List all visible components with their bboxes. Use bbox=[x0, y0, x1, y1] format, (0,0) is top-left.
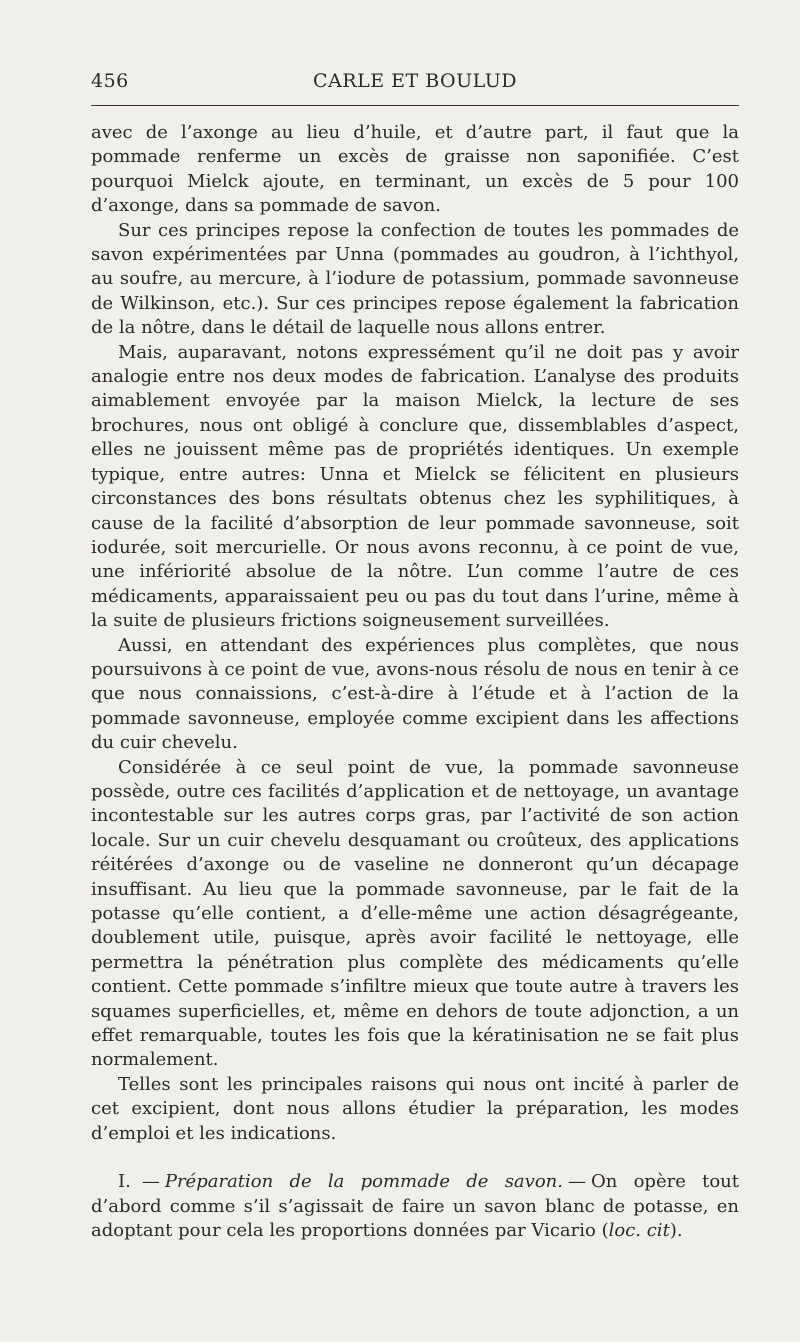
paragraph-4: Aussi, en attendant des expériences plus complètes, que nous poursuivons à ce point de vue, avons-nous résolu de nous en tenir à ce que nous connaissions, c’est-à-dire à l’étude et à l’action de la pommade savonneuse, employée comme excipient dans les affections du cuir chevelu. bbox=[91, 634, 739, 754]
section-dash-1: — bbox=[141, 1171, 160, 1193]
running-head bbox=[91, 70, 739, 96]
paragraph-5: Considérée à ce seul point de vue, la pommade savonneuse possède, outre ces facilités d’application et de nettoyage, un avantage incontestable sur les autres corps gras, par l’activité de son action locale. Sur un cuir chevelu desquamant ou croûteux, des applications réitérées d’axonge ou de vaseline ne donneront qu’un décapage insuffisant. Au lieu que la pommade savonneuse, par le fait de la potasse qu’elle contient, a d’elle-même une action désagrégeante, doublement utile, puisque, après avoir facilité le nettoyage, elle permettra la pénétration plus complète des médicaments qu’elle contient. Cette pommade s’infiltre mieux que toute autre à travers les squames superficielles, et, même en dehors de toute adjonction, a un effet remarquable, toutes les fois que la kératinisation ne se fait plus normalement. bbox=[91, 756, 739, 1071]
paragraph-1: avec de l’axonge au lieu d’huile, et d’autre part, il faut que la pommade renferme un excès de graisse non saponifiée. C’est pourquoi Mielck ajoute, en terminant, un excès de 5 pour 100 d’axonge, dans sa pommade de savon. bbox=[91, 122, 739, 217]
body-text bbox=[91, 121, 739, 1244]
section-spacer bbox=[91, 1146, 739, 1170]
paragraph-3: Mais, auparavant, notons expressément qu’il ne doit pas y avoir analogie entre nos deux modes de fabrication. L’analyse des produits aimablement envoyée par la maison Mielck, la lecture de ses brochures, nous ont obligé à conclure que, dissemblables d’aspect, elles ne jouissent même pas de propriétés identiques. Un exemple typique, entre autres: Unna et Mielck se félicitent en plusieurs circonstances des bons résultats obtenus chez les syphilitiques, à cause de la facilité d’absorption de leur pommade savonneuse, soit iodurée, soit mercurielle. Or nous avons reconnu, à ce point de vue, une infériorité absolue de la nôtre. L’un comme l’autre de ces médicaments, apparaissaient peu ou pas du tout dans l’urine, même à la suite de plusieurs frictions soigneusement surveillées. bbox=[91, 341, 739, 632]
running-title: CARLE ET BOULUD bbox=[313, 70, 517, 92]
paragraph-2: Sur ces principes repose la confection de toutes les pommades de savon expérimentées par Unna (pommades au goudron, à l’ichthyol, au soufre, au mercure, à l’iodure de potassium, pommade savonneuse de Wilkinson, etc.). Sur ces principes repose également la fabrication de la nôtre, dans le détail de laquelle nous allons entrer. bbox=[91, 219, 739, 339]
section-number: I. bbox=[118, 1171, 131, 1193]
section-title: Préparation de la pommade de savon. bbox=[164, 1171, 563, 1193]
section-text: On opère tout d’abord comme s’il s’agissait de faire un savon blanc de potasse, en adoptant pour cela les proportions données par Vicario ( bbox=[91, 1171, 739, 1242]
header-rule bbox=[91, 105, 739, 106]
section-reference: loc. cit bbox=[608, 1220, 670, 1242]
page-number: 456 bbox=[91, 70, 129, 92]
section-text-end: ). bbox=[669, 1220, 683, 1242]
paragraph-6: Telles sont les principales raisons qui nous ont incité à parler de cet excipient, dont nous allons étudier la préparation, les modes d’emploi et les indications. bbox=[91, 1073, 739, 1144]
section-paragraph bbox=[91, 1170, 739, 1243]
section-dash-2: — bbox=[567, 1171, 586, 1193]
